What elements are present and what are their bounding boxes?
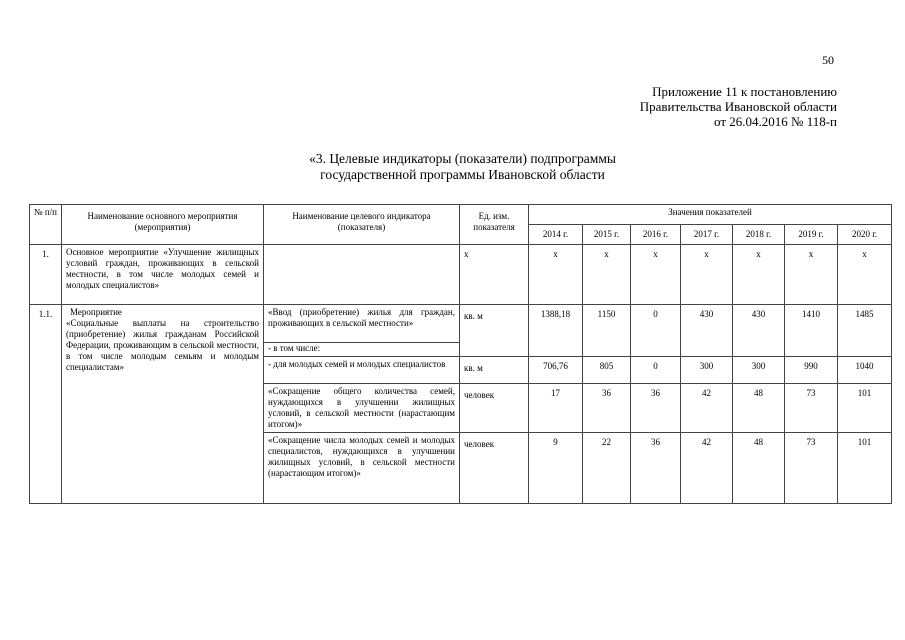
value-cell: 73 xyxy=(785,384,838,433)
value-cell: 706,76 xyxy=(529,357,583,384)
unit-cell: х xyxy=(460,245,529,305)
value-cell: 36 xyxy=(583,384,631,433)
indicator-name: «Ввод (приобретение) жилья для граждан, проживающих в сельской местности» xyxy=(264,305,460,343)
appendix-line: от 26.04.2016 № 118-п xyxy=(714,114,837,129)
value-cell: 48 xyxy=(733,384,785,433)
header-activity: Наименование основного мероприятия (мероприятия) xyxy=(62,205,264,245)
value-cell: х xyxy=(631,245,681,305)
value-cell: 73 xyxy=(785,433,838,504)
header-year: 2016 г. xyxy=(631,225,681,245)
value-cell: 36 xyxy=(631,433,681,504)
value-cell: 990 xyxy=(785,357,838,384)
value-cell: 17 xyxy=(529,384,583,433)
row-number: 1. xyxy=(30,245,62,305)
header-num: № п/п xyxy=(30,205,62,245)
header-year: 2020 г. xyxy=(838,225,892,245)
activity-name xyxy=(62,305,264,504)
activity-name: Основное мероприятие «Улучшение жилищных условий граждан, проживающих в сельской местности, в том числе молодых семей и молодых специалистов» xyxy=(62,245,264,305)
header-row xyxy=(30,205,892,225)
unit-cell: кв. м xyxy=(460,305,529,357)
appendix-line: Приложение 11 к постановлению xyxy=(652,84,837,99)
value-cell: 36 xyxy=(631,384,681,433)
value-cell: 430 xyxy=(733,305,785,357)
value-cell: 101 xyxy=(838,433,892,504)
appendix-note xyxy=(640,84,837,129)
appendix-line: Правительства Ивановской области xyxy=(639,99,837,114)
value-cell: х xyxy=(838,245,892,305)
value-cell: х xyxy=(529,245,583,305)
value-cell: х xyxy=(733,245,785,305)
value-cell: х xyxy=(681,245,733,305)
header-values: Значения показателей xyxy=(529,205,892,225)
title-line: государственной программы Ивановской области xyxy=(320,167,605,182)
value-cell: 0 xyxy=(631,305,681,357)
value-cell: 805 xyxy=(583,357,631,384)
activity-text: «Социальные выплаты на строительство (приобретение) жилья гражданам Российской Федерации, проживающим в сельской местности, в том числе молодым семьям и молодым специалистам» xyxy=(66,318,259,372)
header-year: 2019 г. xyxy=(785,225,838,245)
value-cell: х xyxy=(785,245,838,305)
value-cell: 48 xyxy=(733,433,785,504)
table-row xyxy=(30,245,892,305)
row-number: 1.1. xyxy=(30,305,62,504)
activity-head: Мероприятие xyxy=(70,307,122,317)
indicator-name: - в том числе: xyxy=(264,343,460,357)
value-cell: 1485 xyxy=(838,305,892,357)
page-number: 50 xyxy=(822,53,834,67)
indicator-name xyxy=(264,245,460,305)
value-cell: 9 xyxy=(529,433,583,504)
title-line: «3. Целевые индикаторы (показатели) подпрограммы xyxy=(309,151,616,166)
unit-cell: кв. м xyxy=(460,357,529,384)
value-cell: 1040 xyxy=(838,357,892,384)
table-row xyxy=(30,305,892,343)
header-year: 2017 г. xyxy=(681,225,733,245)
header-unit: Ед. изм. показателя xyxy=(460,205,529,245)
value-cell: 1150 xyxy=(583,305,631,357)
header-indicator: Наименование целевого индикатора (показателя) xyxy=(264,205,460,245)
unit-cell: человек xyxy=(460,433,529,504)
document-title xyxy=(0,151,905,183)
header-year: 2015 г. xyxy=(583,225,631,245)
value-cell: 0 xyxy=(631,357,681,384)
unit-cell: человек xyxy=(460,384,529,433)
indicator-name: «Сокращение общего количества семей, нуждающихся в улучшении жилищных условий, в сельской местности (нарастающим итогом)» xyxy=(264,384,460,433)
value-cell: х xyxy=(583,245,631,305)
value-cell: 300 xyxy=(681,357,733,384)
value-cell: 22 xyxy=(583,433,631,504)
value-cell: 1410 xyxy=(785,305,838,357)
value-cell: 101 xyxy=(838,384,892,433)
indicators-table xyxy=(29,204,892,504)
value-cell: 430 xyxy=(681,305,733,357)
value-cell: 42 xyxy=(681,384,733,433)
value-cell: 42 xyxy=(681,433,733,504)
indicator-name: «Сокращение числа молодых семей и молодых специалистов, нуждающихся в улучшении жилищных условий, в сельской местности (нарастающим итогом)» xyxy=(264,433,460,504)
indicator-name: - для молодых семей и молодых специалистов xyxy=(264,357,460,384)
value-cell: 300 xyxy=(733,357,785,384)
value-cell: 1388,18 xyxy=(529,305,583,357)
header-year: 2018 г. xyxy=(733,225,785,245)
header-year: 2014 г. xyxy=(529,225,583,245)
